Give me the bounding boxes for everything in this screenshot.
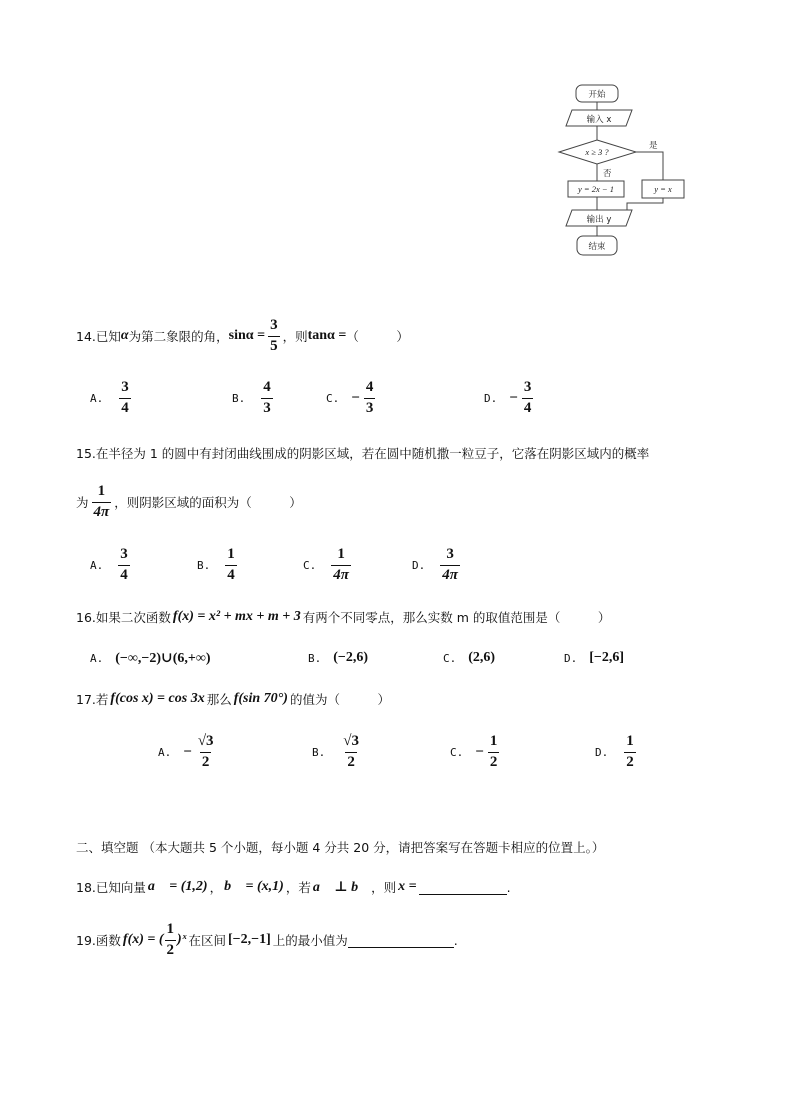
- question-19: [76, 922, 458, 959]
- option-label: B.: [197, 558, 211, 572]
- option-label: D.: [564, 651, 578, 665]
- option-label: A.: [90, 652, 104, 665]
- q18-number: 18.: [76, 879, 96, 895]
- option-sign: −: [351, 389, 360, 406]
- option-label: B.: [308, 651, 322, 665]
- option-label: C.: [443, 651, 457, 665]
- q14-paren: （ ）: [346, 329, 409, 345]
- q14-fraction-num: 3: [270, 317, 278, 333]
- q14-comma: ，则: [282, 329, 308, 345]
- option-num: 1: [337, 546, 345, 562]
- q14-text-pre: 已知: [95, 329, 121, 345]
- q15-fraction-den: 4π: [93, 503, 110, 520]
- q17-number: 17.: [76, 691, 96, 707]
- q19-answer-blank[interactable]: [348, 933, 454, 948]
- q17-option-b[interactable]: [312, 734, 364, 771]
- option-num: 4: [263, 379, 271, 395]
- option-fraction: [119, 380, 131, 417]
- option-num: 4: [365, 379, 374, 395]
- option-num: 3: [523, 379, 532, 395]
- q14-sin: sinα =: [228, 328, 266, 344]
- option-den: 4: [227, 566, 235, 583]
- option-den: 4: [523, 399, 532, 416]
- q17-option-c[interactable]: [450, 734, 502, 771]
- option-sign: −: [183, 743, 192, 760]
- q17-condition: f(cos x) = cos 3x: [110, 691, 205, 706]
- option-fraction: [331, 547, 351, 584]
- flowchart-yes-label: 是: [649, 141, 658, 151]
- option-label: C.: [326, 391, 340, 405]
- option-value: [−2,6]: [589, 650, 625, 665]
- option-value: (−∞,−2)∪(6,+∞): [115, 651, 211, 666]
- option-value: (−2,6): [333, 650, 369, 665]
- q15-option-a[interactable]: [90, 547, 133, 584]
- q14-option-a[interactable]: [90, 380, 134, 417]
- option-label: D.: [412, 558, 426, 572]
- option-label: A.: [90, 391, 104, 405]
- q16-text-pre: 如果二次函数: [95, 610, 171, 625]
- q16-option-a[interactable]: [90, 650, 211, 667]
- question-14: [76, 318, 409, 355]
- q16-function: f(x) = x² + mx + m + 3: [172, 609, 301, 624]
- option-label: B.: [312, 745, 326, 759]
- q17-expression: f(sin 70°): [233, 691, 288, 706]
- q15-line1: 15.在半径为 1 的圆中有封闭曲线围成的阴影区域，若在圆中随机撒一粒豆子，它落在阴影区域内的概率: [76, 446, 650, 461]
- option-fraction: [522, 380, 534, 417]
- option-den: 2: [347, 753, 355, 770]
- option-den: 2: [626, 753, 634, 770]
- q15-option-c[interactable]: [303, 547, 354, 584]
- q18-sep: ，: [209, 880, 223, 895]
- option-fraction: [196, 734, 216, 771]
- q18-answer-blank[interactable]: [419, 880, 507, 895]
- option-num: 1: [489, 733, 498, 749]
- q14-option-d[interactable]: [484, 380, 536, 417]
- q14-number: 14.: [76, 328, 96, 344]
- flowchart-output-text: 输出 y: [586, 215, 612, 225]
- option-den: 4π: [442, 566, 458, 583]
- q18-perp: a⃗ ⊥ b⃗: [312, 879, 370, 895]
- q14-option-c[interactable]: [326, 380, 378, 417]
- q19-text-pre: 函数: [95, 933, 121, 949]
- q18-text-pre: 已知向量: [95, 880, 146, 895]
- q18-text-mid: ，若: [285, 880, 311, 895]
- q17-text-post: 的值为（ ）: [289, 692, 390, 707]
- option-label: A.: [158, 745, 172, 759]
- option-fraction: [488, 734, 500, 771]
- option-label: A.: [90, 558, 104, 572]
- q18-vector-a: a⃗ = (1,2): [147, 879, 208, 894]
- q15-fraction-num: 1: [97, 483, 106, 499]
- option-den: 4: [121, 399, 129, 416]
- flowchart-start-text: 开始: [588, 90, 606, 100]
- option-sign: −: [509, 389, 518, 406]
- flowchart-branch-no-text: y = 2x − 1: [577, 184, 615, 194]
- option-label: D.: [484, 391, 498, 405]
- q14-fraction: [268, 318, 280, 355]
- q16-option-b[interactable]: [308, 650, 368, 666]
- option-sign: −: [475, 743, 484, 760]
- flowchart-input-text: 输入 x: [586, 115, 612, 125]
- q16-option-d[interactable]: [564, 650, 624, 666]
- option-num: 3: [446, 546, 454, 562]
- q19-power: )ˣ: [177, 932, 187, 948]
- option-den: 4: [120, 566, 128, 583]
- q16-text-post: 有两个不同零点，那么实数 m 的取值范围是（ ）: [302, 610, 611, 625]
- q19-fraction-den: 2: [166, 941, 175, 958]
- q17-text-mid: 那么: [206, 692, 232, 707]
- option-num: √3: [343, 733, 359, 749]
- q14-alpha: α: [120, 328, 129, 344]
- q19-interval: [−2,−1]: [227, 932, 271, 948]
- option-fraction: [440, 547, 460, 584]
- q17-text-pre: 若: [95, 692, 109, 707]
- q16-option-c[interactable]: [443, 650, 495, 666]
- q18-comma: ，则: [371, 880, 397, 895]
- q14-option-b[interactable]: [232, 380, 276, 417]
- option-fraction: [118, 547, 130, 584]
- flowchart-branch-yes-text: y = x: [654, 184, 672, 194]
- option-fraction: [261, 380, 273, 417]
- option-label: B.: [232, 391, 246, 405]
- q19-number: 19.: [76, 932, 96, 948]
- option-label: D.: [595, 745, 609, 759]
- q15-text-pre: 为: [76, 495, 89, 511]
- q14-tan: tanα =: [307, 328, 347, 344]
- option-fraction: [341, 734, 361, 771]
- q14-text-mid: 为第二象限的角，: [128, 329, 229, 345]
- q19-fraction-num: 1: [166, 921, 175, 937]
- q17-option-d[interactable]: [595, 734, 639, 771]
- question-18: [76, 878, 511, 896]
- option-num: 1: [227, 546, 235, 562]
- q17-option-a[interactable]: [158, 734, 219, 771]
- q18-x-eq: x =: [398, 879, 417, 894]
- option-label: C.: [450, 745, 464, 759]
- q15-option-d[interactable]: [412, 547, 463, 584]
- option-value: (2,6): [468, 650, 496, 665]
- option-num: √3: [197, 733, 214, 749]
- option-den: 3: [365, 399, 374, 416]
- flowchart: [550, 80, 700, 260]
- option-den: 2: [201, 753, 210, 770]
- q19-text-mid: 在区间: [188, 933, 226, 949]
- option-label: C.: [303, 558, 317, 572]
- flowchart-no-label: 否: [603, 169, 612, 179]
- q15-option-b[interactable]: [197, 547, 240, 584]
- q15-text-post: ，则阴影区域的面积为（ ）: [114, 495, 302, 511]
- option-fraction: [364, 380, 376, 417]
- option-fraction: [624, 734, 636, 771]
- q16-number: 16.: [76, 609, 96, 625]
- option-den: 3: [263, 399, 271, 416]
- question-15-line2: [76, 484, 302, 521]
- question-16: [76, 608, 610, 626]
- q18-vector-b: b⃗ = (x,1): [224, 879, 284, 894]
- option-num: 3: [121, 379, 129, 395]
- q19-function: f(x) = (: [122, 932, 164, 948]
- option-num: 3: [120, 546, 128, 562]
- question-17: [76, 690, 390, 708]
- option-den: 4π: [333, 566, 349, 583]
- q15-fraction: [92, 484, 112, 521]
- q19-text-post: 上的最小值为: [272, 933, 348, 949]
- option-num: 1: [626, 733, 634, 749]
- flowchart-end-text: 结束: [588, 242, 606, 252]
- flowchart-condition-text: x ≥ 3 ?: [585, 147, 609, 157]
- q19-end: .: [453, 932, 458, 948]
- q14-fraction-den: 5: [270, 337, 278, 354]
- option-den: 2: [489, 753, 498, 770]
- section-2-title: 二、填空题 （本大题共 5 个小题，每小题 4 分共 20 分，请把答案写在答题卡相应的位置上。）: [76, 840, 605, 855]
- q18-end: .: [506, 879, 511, 895]
- q19-fraction: [165, 922, 177, 959]
- option-fraction: [225, 547, 237, 584]
